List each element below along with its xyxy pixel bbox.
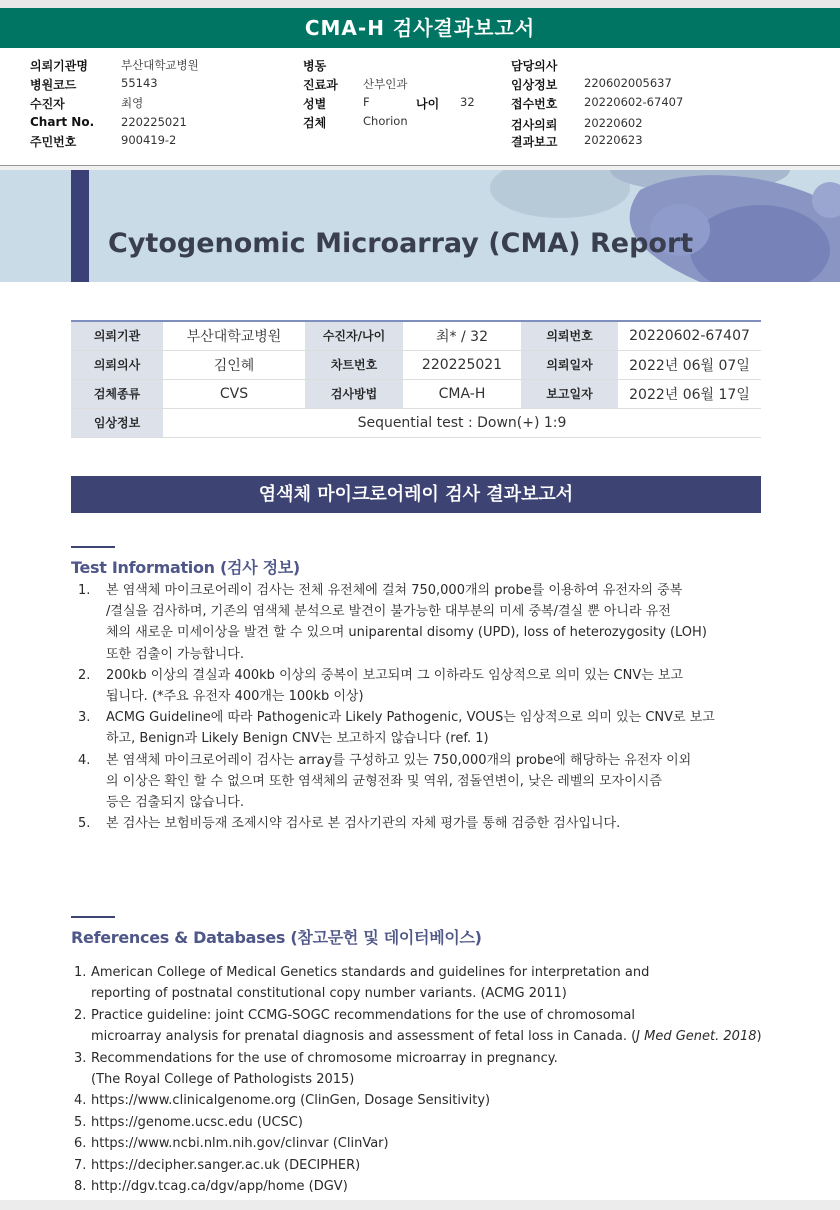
header-label: 임상정보 xyxy=(511,78,558,92)
table-label: 의뢰일자 xyxy=(521,350,618,379)
header-value: F xyxy=(363,95,370,109)
table-row xyxy=(71,350,761,379)
header-value: Chorion xyxy=(363,114,408,128)
header-label: 진료과 xyxy=(303,78,338,92)
header-label: 병동 xyxy=(303,59,327,73)
header-label: 의뢰기관명 xyxy=(30,59,88,73)
table-value: CMA-H xyxy=(403,379,521,408)
header-info xyxy=(0,48,840,166)
table-value: 김인혜 xyxy=(163,350,305,379)
list-item: 3. Recommendations for the use of chromosome microarray in pregnancy. (The Royal College of Pathologists 2015) xyxy=(74,1050,558,1088)
table-value: CVS xyxy=(163,379,305,408)
list-item: 8. http://dgv.tcag.ca/dgv/app/home (DGV) xyxy=(74,1176,774,1197)
header-label: 주민번호 xyxy=(30,135,77,149)
table-value: 220225021 xyxy=(403,350,521,379)
list-item: 5. https://genome.ucsc.edu (UCSC) xyxy=(74,1112,774,1133)
list-item: 6. https://www.ncbi.nlm.nih.gov/clinvar (ClinVar) xyxy=(74,1133,774,1154)
table-label: 의뢰번호 xyxy=(521,321,618,350)
header-value: 32 xyxy=(460,95,475,109)
header-label: 결과보고 xyxy=(511,135,558,149)
table-value: 부산대학교병원 xyxy=(163,321,305,350)
header-label: 검체 xyxy=(303,116,327,130)
header-value: 부산대학교병원 xyxy=(121,58,199,72)
references-heading: References & Databases (참고문헌 및 데이터베이스) xyxy=(71,928,482,947)
header-value: 900419-2 xyxy=(121,133,177,147)
list-item: 4. https://www.clinicalgenome.org (ClinGen, Dosage Sensitivity) xyxy=(74,1090,774,1111)
header-value: 20220623 xyxy=(584,133,643,147)
header-value: 산부인과 xyxy=(363,77,408,91)
heading-rule xyxy=(71,546,115,548)
clinical-info-value: Sequential test : Down(+) 1:9 xyxy=(163,408,761,437)
references-list xyxy=(74,962,774,1197)
report-banner xyxy=(0,170,840,282)
header-value: 20220602 xyxy=(584,116,643,130)
table-label: 검체종류 xyxy=(71,379,163,408)
table-value: 2022년 06월 17일 xyxy=(618,379,761,408)
table-row xyxy=(71,321,761,350)
header-label: Chart No. xyxy=(30,115,95,129)
patient-info-table xyxy=(71,320,761,438)
table-value: 2022년 06월 07일 xyxy=(618,350,761,379)
header-value: 최영 xyxy=(121,96,144,110)
header-label: 나이 xyxy=(416,97,440,111)
header-value: 220225021 xyxy=(121,115,187,129)
header-label: 수진자 xyxy=(30,97,65,111)
reference-link[interactable]: https://decipher.sanger.ac.uk (DECIPHER) xyxy=(91,1157,361,1173)
test-info-list xyxy=(78,580,768,834)
reference-link[interactable]: https://www.ncbi.nlm.nih.gov/clinvar (ClinVar) xyxy=(91,1136,389,1152)
list-item: 3. ACMG Guideline에 따라 Pathogenic과 Likely Pathogenic, VOUS는 임상적으로 의미 있는 CNV로 보고 하고, Benign과 Likely Benign CNV는 보고하지 않습니다 (ref. 1) xyxy=(78,710,715,747)
reference-link[interactable]: https://www.clinicalgenome.org (ClinGen, Dosage Sensitivity) xyxy=(91,1093,491,1109)
report-title: CMA-H 검사결과보고서 xyxy=(0,8,840,48)
table-label: 의뢰의사 xyxy=(71,350,163,379)
list-item: 1. 본 염색체 마이크로어레이 검사는 전체 유전체에 걸쳐 750,000개의 probe를 이용하여 유전자의 중복 /결실을 검사하며, 기존의 염색체 분석으로 발견이 불가능한 대부분의 미세 중복/결실 뿐 아니라 유전 체의 새로운 미세이상을 발견 할 수 있으며 uniparental disomy (UPD), loss of heterozygosity (LOH) 또한 검출이 가능합니다. xyxy=(78,583,707,662)
table-label: 검사방법 xyxy=(305,379,403,408)
section-title: 염색체 마이크로어레이 검사 결과보고서 xyxy=(71,476,761,513)
list-item: 1. American College of Medical Genetics standards and guidelines for interpretation and reporting of postnatal constitutional copy number variants. (ACMG 2011) xyxy=(74,965,650,1002)
header-label: 접수번호 xyxy=(511,97,558,111)
banner-accent xyxy=(71,170,89,282)
banner-decoration xyxy=(0,170,840,282)
header-label: 병원코드 xyxy=(30,78,77,92)
top-edge xyxy=(0,0,840,8)
table-value: 최* / 32 xyxy=(403,321,521,350)
reference-link[interactable]: https://genome.ucsc.edu (UCSC) xyxy=(91,1114,303,1130)
table-row xyxy=(71,408,761,437)
header-value: 55143 xyxy=(121,76,158,90)
header-label: 성별 xyxy=(303,97,327,111)
table-label: 의뢰기관 xyxy=(71,321,163,350)
table-value: 20220602-67407 xyxy=(618,321,761,350)
list-item: 5. 본 검사는 보험비등재 조제시약 검사로 본 검사기관의 자체 평가를 통해 검증한 검사입니다. xyxy=(78,816,621,832)
table-label: 차트번호 xyxy=(305,350,403,379)
list-item: 2. Practice guideline: joint CCMG-SOGC recommendations for the use of chromosomal microarray analysis for prenatal diagnosis and assessment of fetal loss in Canada. (J Med Genet. 2018) xyxy=(74,1007,762,1045)
header-value: 220602005637 xyxy=(584,76,672,90)
list-item: 2. 200kb 이상의 결실과 400kb 이상의 중복이 보고되며 그 이하라도 임상적으로 의미 있는 CNV는 보고 됩니다. (*주요 유전자 400개는 100kb 이상) xyxy=(78,667,684,705)
heading-rule xyxy=(71,916,115,918)
table-label: 임상정보 xyxy=(71,408,163,437)
bottom-edge xyxy=(0,1200,840,1210)
table-row xyxy=(71,379,761,408)
list-item: 4. 본 염색체 마이크로어레이 검사는 array를 구성하고 있는 750,000개의 probe에 해당하는 유전자 이외 의 이상은 확인 할 수 없으며 또한 염색체의 균형전좌 및 역위, 점돌연변이, 낮은 레벨의 모자이시즘 등은 검출되지 않습니다. xyxy=(78,752,692,811)
header-label: 검사의뢰 xyxy=(511,118,558,132)
header-value: 20220602-67407 xyxy=(584,95,684,109)
table-label: 수진자/나이 xyxy=(305,321,403,350)
table-label: 보고일자 xyxy=(521,379,618,408)
test-info-heading: Test Information (검사 정보) xyxy=(71,558,300,577)
header-label: 담당의사 xyxy=(511,59,558,73)
banner-title: Cytogenomic Microarray (CMA) Report xyxy=(108,228,694,259)
reference-link[interactable]: http://dgv.tcag.ca/dgv/app/home (DGV) xyxy=(91,1179,348,1195)
list-item: 7. https://decipher.sanger.ac.uk (DECIPHER) xyxy=(74,1155,774,1176)
